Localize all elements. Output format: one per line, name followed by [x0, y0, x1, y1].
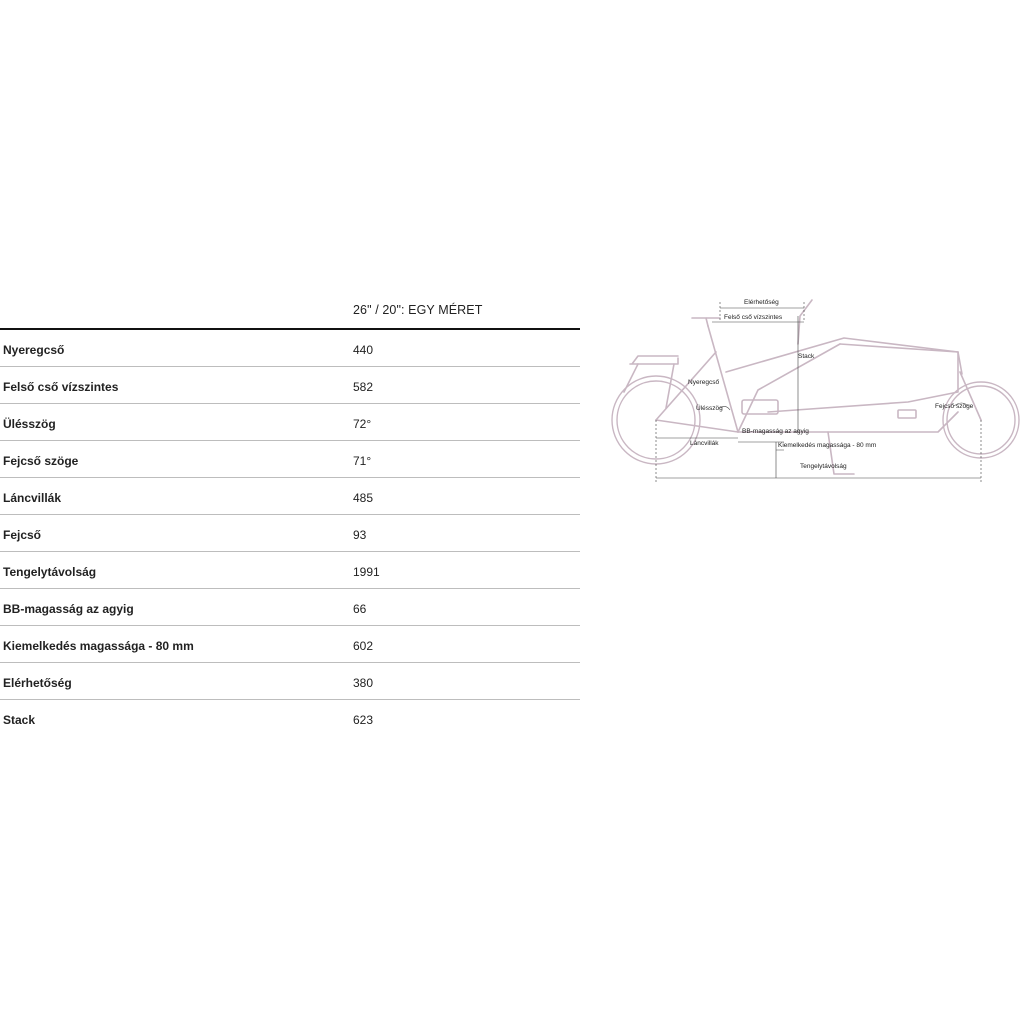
rear-rack: [630, 356, 678, 364]
table-row: [0, 626, 580, 663]
row-label-chainstay: Láncvillák: [3, 491, 62, 505]
row-value-seat-angle: 72°: [353, 417, 372, 431]
row-label-seat-angle: Ülésszög: [3, 417, 56, 431]
table-row: [0, 700, 580, 736]
table-row: [0, 515, 580, 552]
size-column-header: 26" / 20": EGY MÉRET: [353, 303, 483, 317]
row-value-bb-drop: 66: [353, 602, 367, 616]
row-label-head-angle: Fejcső szöge: [3, 454, 79, 468]
row-value-reach: 380: [353, 676, 374, 690]
label-bb-drop: BB-magasság az agyig: [742, 428, 809, 435]
label-wheelbase: Tengelytávolság: [800, 463, 847, 470]
bike-geometry-diagram: [608, 292, 1024, 492]
table-row: [0, 589, 580, 626]
row-value-seat-tube: 440: [353, 343, 374, 357]
table-row: [0, 367, 580, 404]
chain-stay: [656, 420, 738, 432]
label-seat-tube: Nyeregcső: [688, 379, 720, 386]
label-seat-angle: Ülésszög: [696, 405, 723, 412]
row-label-bb-drop: BB-magasság az agyig: [3, 602, 134, 616]
label-reach: Elérhetőség: [744, 299, 779, 306]
row-label-standover: Kiemelkedés magassága - 80 mm: [3, 639, 194, 653]
row-value-head-angle: 71°: [353, 454, 372, 468]
cargo-hinge: [898, 410, 916, 418]
label-chainstay: Láncvillák: [690, 440, 719, 447]
row-value-standover: 602: [353, 639, 374, 653]
row-label-seat-tube: Nyeregcső: [3, 343, 65, 357]
geometry-table-header: [0, 296, 580, 330]
row-value-chainstay: 485: [353, 491, 374, 505]
geometry-table: [0, 296, 580, 736]
row-label-head-tube: Fejcső: [3, 528, 42, 542]
label-head-angle: Fejcső szöge: [935, 403, 974, 410]
label-stack: Stack: [798, 353, 815, 360]
table-row: [0, 330, 580, 367]
down-tube: [738, 344, 840, 432]
table-row: [0, 404, 580, 441]
top-tube: [726, 338, 958, 372]
row-label-stack: Stack: [3, 713, 36, 727]
row-value-head-tube: 93: [353, 528, 367, 542]
table-row: [0, 663, 580, 700]
row-label-top-tube: Felső cső vízszintes: [3, 380, 119, 394]
rear-rack-strut: [624, 364, 674, 408]
row-value-wheelbase: 1991: [353, 565, 380, 579]
cargo-bike-drawing: [608, 292, 1024, 492]
row-label-reach: Elérhetőség: [3, 676, 72, 690]
row-value-stack: 623: [353, 713, 374, 727]
cargo-box: [768, 344, 958, 412]
label-standover: Kiemelkedés magassága - 80 mm: [778, 442, 877, 449]
table-row: [0, 552, 580, 589]
table-row: [0, 478, 580, 515]
row-label-wheelbase: Tengelytávolság: [3, 565, 97, 579]
table-row: [0, 441, 580, 478]
fork: [960, 372, 981, 420]
row-value-top-tube: 582: [353, 380, 374, 394]
label-top-tube: Felső cső vízszintes: [724, 314, 783, 321]
